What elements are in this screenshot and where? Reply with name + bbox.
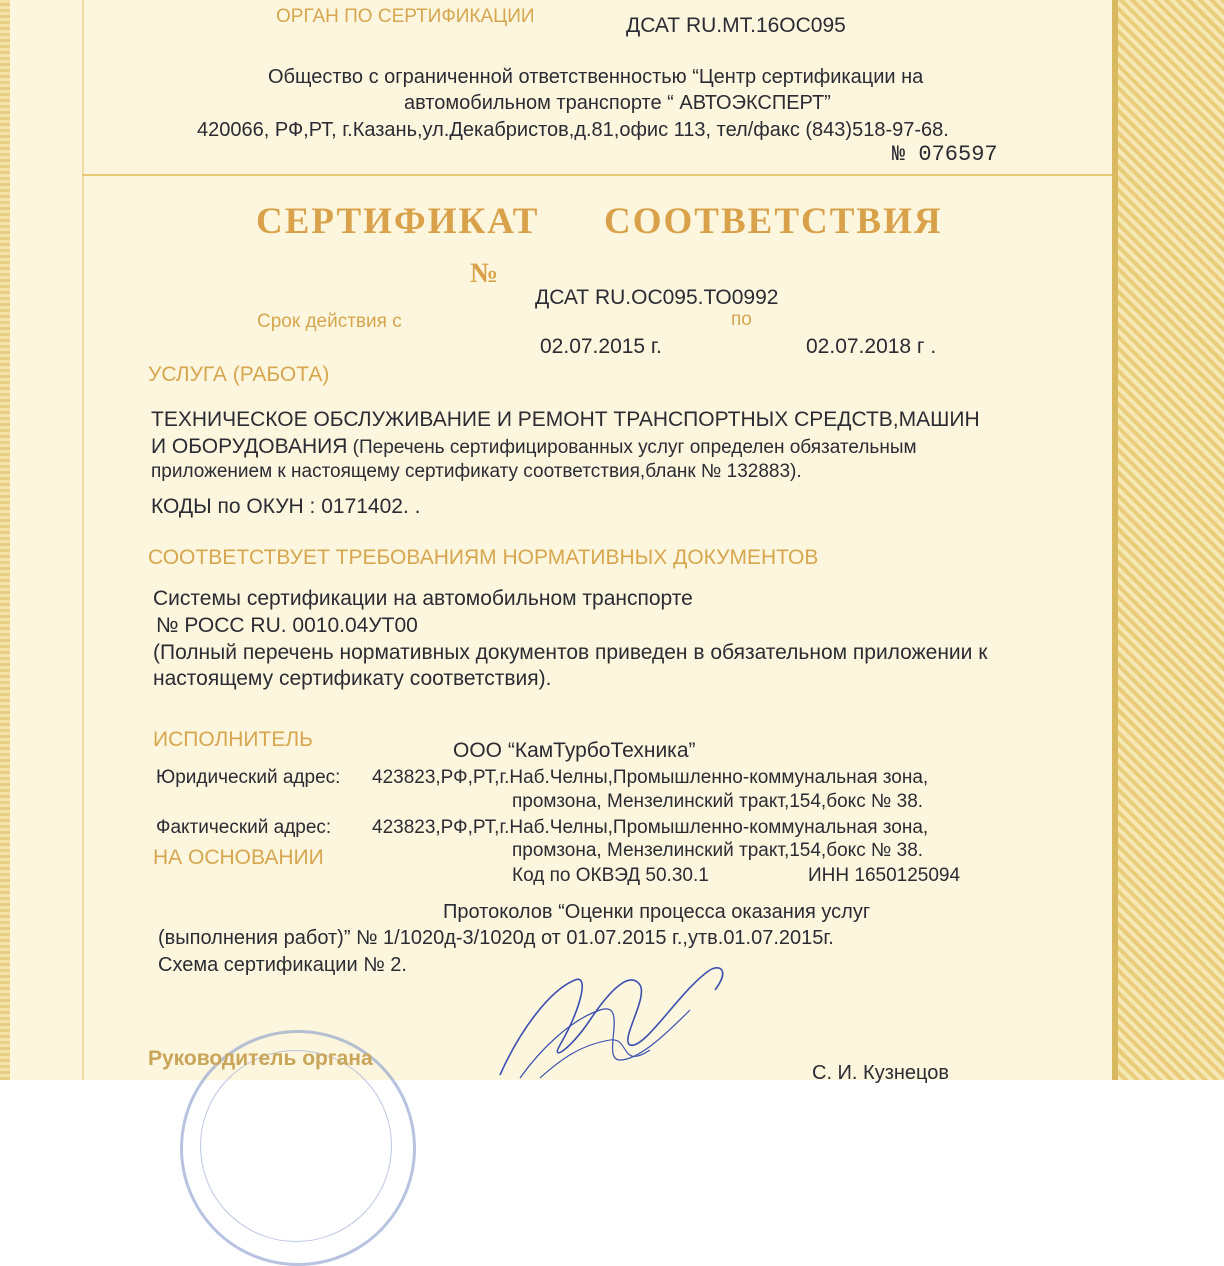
seal-stamp-inner-ring [200, 1050, 392, 1242]
conformity-line4: настоящему сертификату соответствия). [153, 667, 552, 690]
conformity-line2: № РОСС RU. 0010.04УТ00 [156, 614, 418, 637]
executor-name: ООО “КамТурбоТехника” [453, 739, 696, 762]
certificate-number: ДСАТ RU.ОС095.ТО0992 [535, 286, 779, 309]
service-line2-rest: (Перечень сертифицированных услуг определен обязательным [347, 437, 917, 458]
basis-line2: (выполнения работ)” № 1/1020д-3/1020д от 01.07.2015 г.,утв.01.07.2015г. [158, 927, 834, 949]
certificate-number-sign: № [470, 258, 499, 289]
service-line2-caps: И ОБОРУДОВАНИЯ [151, 435, 348, 458]
org-address: 420066, РФ,РТ, г.Казань,ул.Декабристов,д.81,офис 113, тел/факс (843)518-97-68. [197, 119, 949, 141]
service-line1: ТЕХНИЧЕСКОЕ ОБСЛУЖИВАНИЕ И РЕМОНТ ТРАНСПОРТНЫХ СРЕДСТВ,МАШИН [151, 408, 980, 431]
actual-address-label: Фактический адрес: [156, 817, 332, 838]
blank-number: № 076597 [892, 142, 998, 167]
org-name-line1: Общество с ограниченной ответственностью “Центр сертификации на [268, 66, 924, 88]
conformity-line1: Системы сертификации на автомобильном транспорте [153, 587, 693, 610]
organ-code: ДСАТ RU.МТ.16ОС095 [626, 14, 846, 37]
executor-label: ИСПОЛНИТЕЛЬ [153, 728, 313, 751]
right-ornament-border [1112, 0, 1224, 1080]
actual-address-line1: 423823,РФ,РТ,г.Наб.Челны,Промышленно-коммунальная зона, [372, 817, 929, 838]
left-ornament-border [0, 0, 10, 1080]
basis-label: НА ОСНОВАНИИ [153, 846, 324, 869]
validity-label: Срок действия с [257, 311, 402, 332]
org-name-line2: автомобильном транспорте “ АВТОЭКСПЕРТ” [404, 92, 831, 114]
legal-address-line1: 423823,РФ,РТ,г.Наб.Челны,Промышленно-коммунальная зона, [372, 767, 929, 788]
service-label: УСЛУГА (РАБОТА) [148, 363, 330, 386]
basis-line3: Схема сертификации № 2. [158, 954, 407, 976]
basis-line1: Протоколов “Оценки процесса оказания услуг [443, 901, 871, 923]
certificate-title-word2: СООТВЕТСТВИЯ [604, 201, 943, 242]
actual-address-line2: промзона, Мензелинский тракт,154,бокс № 38. [512, 840, 924, 861]
certificate-title-word1: СЕРТИФИКАТ [256, 201, 540, 242]
legal-address-line2: промзона, Мензелинский тракт,154,бокс № 38. [512, 791, 924, 812]
okved-code: Код по ОКВЭД 50.30.1 [512, 865, 709, 886]
validity-to-label: по [731, 309, 752, 330]
service-line2 [151, 435, 917, 459]
signature-image [480, 950, 780, 1080]
right-border-edge [1112, 0, 1118, 1080]
conformity-line3: (Полный перечень нормативных документов приведен в обязательном приложении к [153, 641, 988, 664]
inn-code: ИНН 1650125094 [808, 865, 961, 886]
date-from: 02.07.2015 г. [540, 335, 662, 358]
service-line3: приложением к настоящему сертификату соответствия,бланк № 132883). [151, 461, 802, 482]
legal-address-label: Юридический адрес: [156, 767, 341, 788]
head-of-organ-label: Руководитель органа [148, 1047, 373, 1070]
signatory-name: С. И. Кузнецов [812, 1062, 950, 1084]
inner-frame-line [82, 0, 84, 1080]
conformity-label: СООТВЕТСТВУЕТ ТРЕБОВАНИЯМ НОРМАТИВНЫХ ДОКУМЕНТОВ [148, 546, 819, 569]
okun-codes: КОДЫ по ОКУН : 0171402. . [151, 495, 421, 518]
organ-label: ОРГАН ПО СЕРТИФИКАЦИИ [276, 6, 535, 27]
date-to: 02.07.2018 г . [806, 335, 937, 358]
header-divider [82, 174, 1112, 176]
